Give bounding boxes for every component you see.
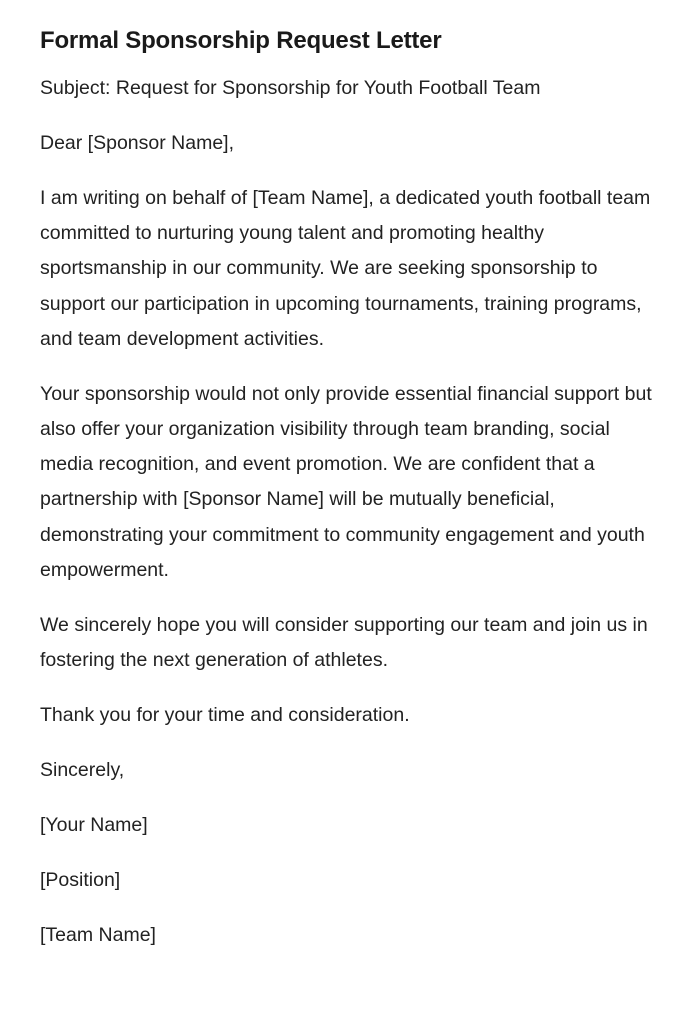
letter-title: Formal Sponsorship Request Letter: [40, 27, 442, 54]
body-paragraph-thanks: Thank you for your time and consideration.: [40, 704, 410, 727]
signature-position: [Position]: [40, 869, 121, 892]
letter-closing: Sincerely,: [40, 759, 125, 782]
body-paragraph-benefits: Your sponsorship would not only provide essential financial support but also offer your organization visibility through team branding, social media recognition, and event promotion. We are confident that a partnership with [Sponsor Name] will be mutually beneficial, demonstrating your commitment to community engagement and youth empowerment.: [40, 382, 652, 581]
body-paragraph-request: We sincerely hope you will consider supporting our team and join us in fostering the next generation of athletes.: [40, 613, 648, 672]
signature-team: [Team Name]: [40, 924, 156, 947]
signature-name: [Your Name]: [40, 814, 148, 837]
letter-subject: Subject: Request for Sponsorship for Youth Football Team: [40, 77, 541, 99]
letter-salutation: Dear [Sponsor Name],: [40, 132, 235, 154]
body-paragraph-intro: I am writing on behalf of [Team Name], a dedicated youth football team committed to nurturing young talent and promoting healthy sportsmanship in our community. We are seeking sponsorship to support our participation in upcoming tournaments, training programs, and team development activities.: [40, 187, 651, 350]
